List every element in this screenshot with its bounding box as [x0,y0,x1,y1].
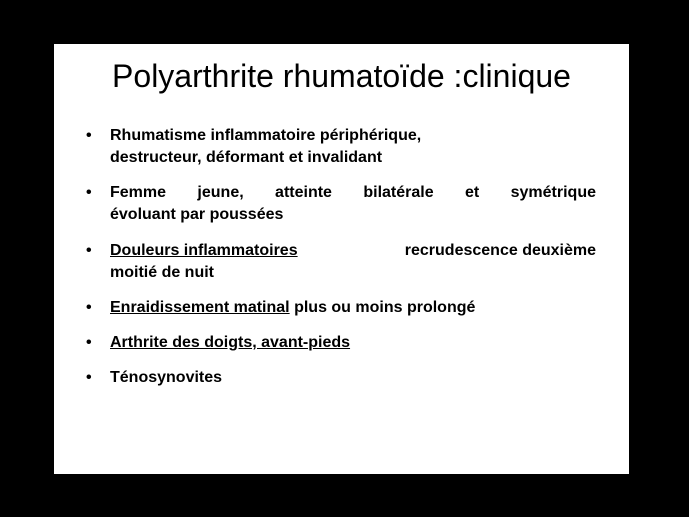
bullet-list [54,44,629,474]
bullet-icon: • [86,369,92,386]
bullet-text: Ténosynovites [110,369,223,386]
slide-title: Polyarthrite rhumatoïde :clinique [112,58,571,94]
underlined-text: Arthrite des doigts, avant-pieds [110,334,351,351]
underlined-text: Enraidissement matinal [110,299,290,316]
bullet-icon: • [86,242,92,259]
bullet-icon: • [86,299,92,316]
bullet-icon: • [86,127,92,144]
bullet-text: moitié de nuit [110,264,214,281]
bullet-icon: • [86,334,92,351]
bullet-text: destructeur, déformant et invalidant [110,149,383,166]
bullet-text: Rhumatisme inflammatoire périphérique, [110,127,422,144]
bullet-text [110,332,596,354]
bullet-text [110,240,596,262]
bullet-icon: • [86,184,92,201]
bullet-text: évoluant par poussées [110,206,284,223]
slide [54,44,629,474]
bullet-text: Femme jeune, atteinte bilatérale et symétrique [110,184,596,201]
bullet-text-rest: plus ou moins prolongé [289,299,476,316]
underlined-text: Douleurs inflammatoires [110,242,298,259]
bullet-text-rest: recrudescence deuxième [404,242,596,259]
bullet-text [110,297,596,319]
